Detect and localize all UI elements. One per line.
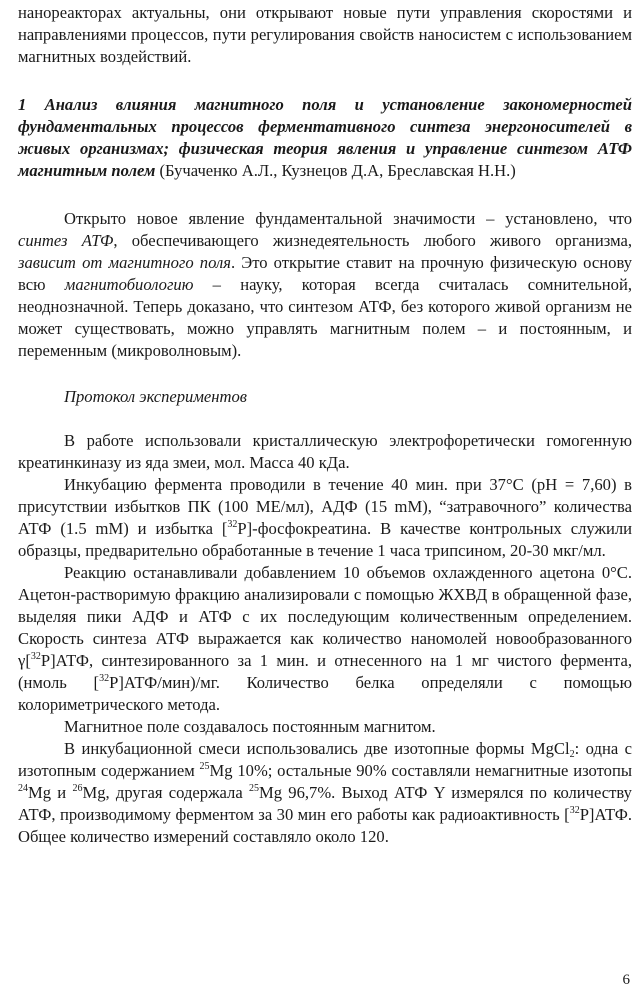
- section-title: 1 Анализ влияния магнитного поля и установление закономерностей фундаментальных процессов ферментативного синтеза энергоносителей в живых организмах; физическая теория явления и управление синтезом АТФ магнитным полем: [18, 95, 632, 180]
- text-run: Mg 10%; остальные 90% составляли немагнитные изотопы: [209, 761, 632, 780]
- text-run: – науку, которая всегда считалась сомнительной, неоднозначной. Теперь доказано, что синтезом АТФ, без которого живой организм не может существовать, можно управлять магнитным полем – и постоянным, и переменным (микроволновым).: [18, 275, 632, 360]
- superscript: 26: [72, 783, 83, 794]
- superscript: 25: [199, 761, 210, 772]
- superscript: 25: [248, 783, 259, 794]
- protocol-title: Протокол экспериментов: [64, 387, 247, 406]
- section-heading: [18, 94, 632, 182]
- isotope-paragraph: [18, 738, 632, 848]
- text-run: : одна с изотопным содержанием: [18, 739, 632, 780]
- superscript: 24: [18, 783, 28, 794]
- text-run: Открыто новое явление фундаментальной значимости – установлено, что: [64, 209, 632, 228]
- intro-paragraph: нанореакторах актуальны, они открывают новые пути управления скоростями и направлениями процессов, пути регулирования свойств наносистем с использованием магнитных воздействий.: [18, 3, 632, 66]
- text-run: Р]АТФ/мин)/мг. Количество белка определяли с помощью колориметрического метода.: [18, 673, 633, 714]
- text-run: Инкубацию фермента проводили в течение 40 мин. при 37°С (рН = 7,60) в присутствии избытков ПК (100 МЕ/мл), АДФ (15 mM), “затравочного” количества АТФ (1.5 mM) и избытка [: [18, 475, 632, 538]
- page-number: 6: [622, 972, 630, 988]
- text-run: В инкубационной смеси использовались две изотопные формы MgCl: [64, 739, 570, 758]
- text-run: Р]-фосфокреатина. В качестве контрольных служили образцы, предварительно обработанные в течение 1 часа трипсином, 20-30 мкг/мл.: [18, 519, 632, 560]
- text-run: , обеспечивающего жизнедеятельность любого живого организма,: [113, 231, 632, 250]
- text-run: Mg 96,7%. Выход АТФ Y измерялся по количеству АТФ, производимому ферментом за 30 мин его работы как радиоактивность [: [18, 783, 632, 824]
- document-page: [18, 2, 632, 848]
- reaction-paragraph: [18, 562, 632, 716]
- discovery-paragraph: [18, 208, 632, 362]
- superscript: 32: [99, 673, 110, 684]
- emphasis-text: синтез АТФ: [18, 231, 114, 250]
- emphasis-text: зависит от магнитного поля: [18, 253, 231, 272]
- section-authors: (Бучаченко А.Л., Кузнецов Д.А, Бреславская Н.Н.): [155, 161, 516, 180]
- text-run: Р]АТФ. Общее количество измерений составляло около 120.: [18, 805, 632, 846]
- text-run: Mg и: [28, 783, 73, 802]
- materials-paragraph: В работе использовали кристаллическую электрофоретически гомогенную креатинкиназу из яда змеи, мол. Масса 40 кДа.: [18, 431, 632, 472]
- incubation-paragraph: [18, 474, 632, 562]
- text-run: Реакцию останавливали добавлением 10 объемов охлажденного ацетона 0°С. Ацетон-растворимую фракцию анализировали с помощью ЖХВД в обращенной фазе, выделяя пики АДФ и АТФ с их последующим количественным определением. Скорость синтеза АТФ выражается как количество наномолей новообразованного γ[: [18, 563, 632, 670]
- emphasis-text: магнитобиологию: [64, 275, 194, 294]
- superscript: 32: [227, 519, 238, 530]
- subscript: 2: [569, 749, 575, 760]
- superscript: 32: [30, 651, 41, 662]
- text-run: . Это открытие ставит на прочную физическую основу всю: [18, 253, 633, 294]
- text-run: Р]АТФ, синтезированного за 1 мин. и отнесенного на 1 мг чистого фермента, (нмоль [: [18, 651, 632, 692]
- text-run: Mg, другая содержала: [82, 783, 249, 802]
- magnet-paragraph: Магнитное поле создавалось постоянным магнитом.: [64, 717, 436, 736]
- superscript: 32: [569, 805, 580, 816]
